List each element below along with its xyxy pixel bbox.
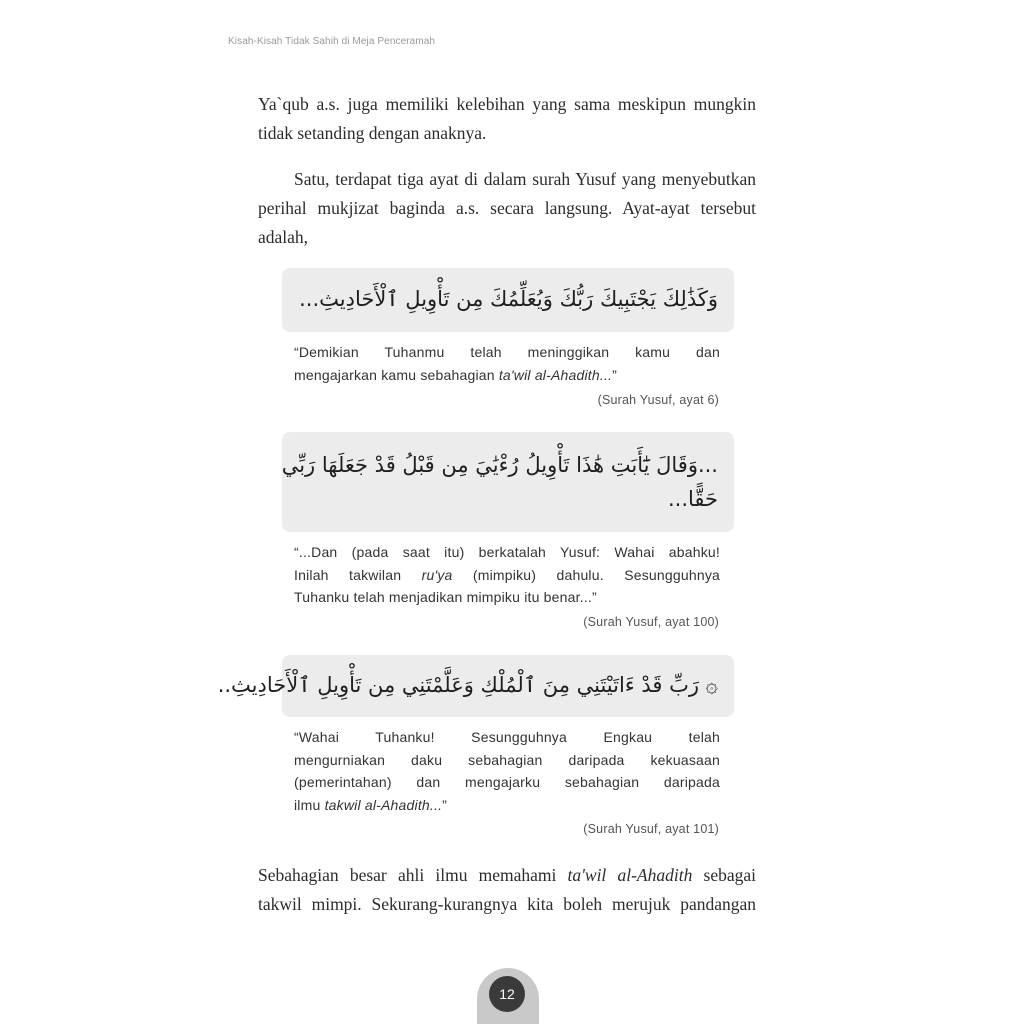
paragraph-line: adalah, (258, 227, 309, 247)
paragraph-line: perihal mukjizat baginda a.s. secara langsung. Ayat-ayat tersebut (258, 198, 756, 218)
paragraph-line: Ya`qub a.s. juga memiliki kelebihan yang sama meskipun mungkin (258, 94, 756, 114)
translation-text: mengajarkan kamu sebahagian (294, 366, 499, 383)
translation-text: ” (612, 366, 617, 383)
paragraph-2 (258, 165, 756, 252)
translation-italic-term: ta'wil al-Ahadith... (498, 366, 613, 383)
translation-line: (pemerintahan) dan mengajarku sebahagian daripada (294, 774, 720, 790)
arabic-verse-text: ...وَقَالَ يَٰٓأَبَتِ هَٰذَا تَأْوِيلُ رُءْيَٰيَ مِن قَبْلُ قَدْ جَعَلَهَا رَبِّي (281, 453, 718, 477)
verse-reference: (Surah Yusuf, ayat 100) (583, 615, 719, 629)
paragraph-text: Sebahagian besar ahli ilmu memahami (258, 865, 568, 885)
arabic-verse-box (217, 655, 734, 717)
translation-text: (mimpiku) dahulu. Sesungguhnya (452, 566, 721, 583)
verse-reference: (Surah Yusuf, ayat 6) (597, 393, 719, 407)
translation-line (294, 794, 720, 817)
running-header: Kisah-Kisah Tidak Sahih di Meja Penceramah (228, 36, 436, 47)
translation-line: “Demikian Tuhanmu telah meninggikan kamu dan (294, 344, 720, 360)
translation-text: Inilah takwilan (294, 566, 422, 583)
translation-line: “...Dan (pada saat itu) berkatalah Yusuf: Wahai abahku! (294, 544, 720, 560)
paragraph-line: takwil mimpi. Sekurang-kurangnya kita boleh merujuk pandangan (258, 894, 756, 914)
arabic-verse-box (282, 432, 734, 532)
arabic-verse-text: حَقًّا... (667, 487, 718, 511)
translation-line: mengurniakan daku sebahagian daripada kekuasaan (294, 751, 720, 768)
translation-italic-term: ru'ya (421, 566, 453, 583)
paragraph-line (258, 861, 756, 890)
translation-line: “Wahai Tuhanku! Sesungguhnya Engkau telah (294, 729, 720, 745)
translation-italic-term: takwil al-Ahadith... (324, 796, 443, 813)
translation-line (294, 364, 720, 387)
paragraph-3 (258, 861, 756, 919)
paragraph-line: tidak setanding dengan anaknya. (258, 123, 487, 143)
translation-text: ilmu (294, 796, 325, 813)
translation-text: ” (442, 796, 448, 813)
arabic-verse-text: وَكَذَٰلِكَ يَجْتَبِيكَ رَبُّكَ وَيُعَلِّمُكَ مِن تَأْوِيلِ ٱلْأَحَادِيثِ... (299, 287, 718, 311)
arabic-verse-text: ۞ رَبِّ قَدْ ءَاتَيْتَنِي مِنَ ٱلْمُلْكِ وَعَلَّمْتَنِي مِن تَأْوِيلِ ٱلْأَحَادِيثِ.. (217, 673, 718, 697)
page-number: 12 (489, 976, 525, 1012)
paragraph-line: Satu, terdapat tiga ayat di dalam surah Yusuf yang menyebutkan (294, 169, 756, 189)
translation-line (294, 564, 720, 587)
paragraph-text: sebagai (692, 865, 756, 885)
verse-translation (294, 341, 720, 386)
paragraph-italic-term: ta'wil al-Ahadith (567, 865, 693, 885)
arabic-verse-box (282, 268, 734, 332)
translation-line: Tuhanku telah menjadikan mimpiku itu benar...” (294, 589, 597, 605)
paragraph-1 (258, 90, 756, 148)
verse-translation (294, 726, 720, 816)
verse-translation (294, 541, 720, 609)
verse-reference: (Surah Yusuf, ayat 101) (583, 822, 719, 836)
